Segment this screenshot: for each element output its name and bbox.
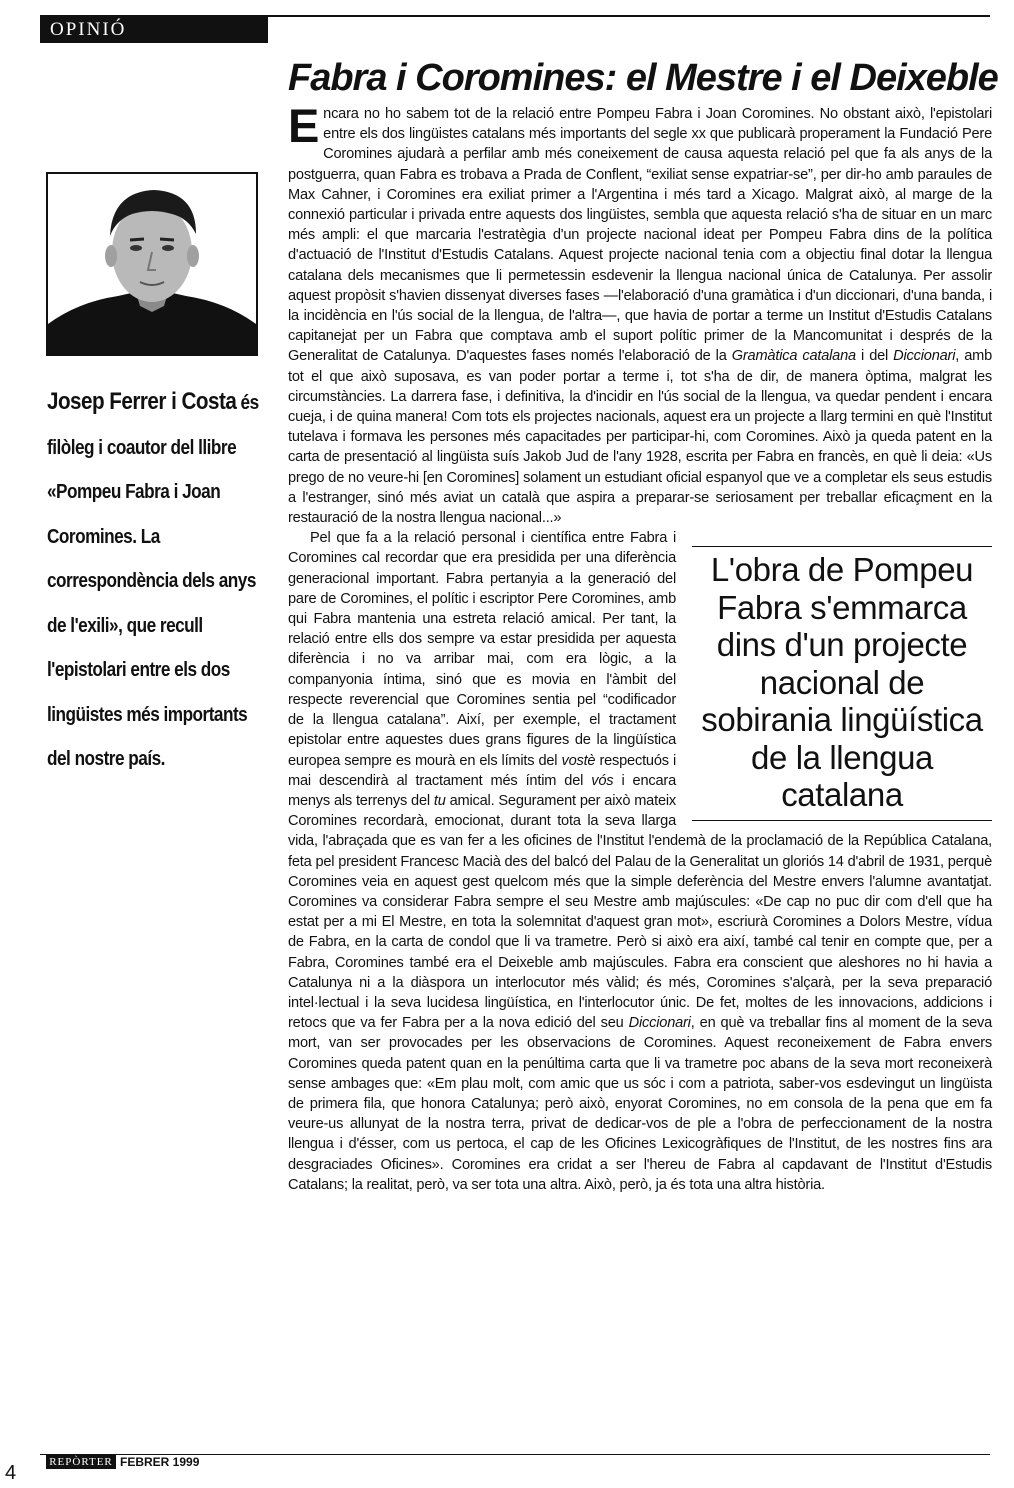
section-label: OPINIÓ bbox=[40, 17, 268, 43]
author-photo bbox=[46, 172, 258, 356]
author-bio bbox=[47, 380, 262, 782]
issue-date: FEBRER 1999 bbox=[120, 1455, 200, 1469]
article-body bbox=[288, 99, 993, 1195]
paragraph-2-text: , en què va treballar fins al moment de la seva mort, van ser provocades per les observacions de Coromines. Aquest reconeixement de Fabra envers Coromines queda patent quan en la penúltima carta que li va trametre poc abans de la seva mort reconeixerà sense ambages que: «Em plau molt, com amic que us sóc i com a patriota, saber-vos esdevingut un lingüista de primera fila, que honora Catalunya; però això, enyorat Coromines, no em consola de la pena que em fa veure-us allunyat de la nostra terra, privat de dedicar-vos de ple a l'obra de perfeccionament de la nostra llengua i d'ésser, com us pertoca, el cap de les Oficines Lexicogràfiques de l'Institut, de les nostres fins ara desgraciades Oficines». Coromines era cridat a ser l'hereu de Fabra al capdavant de l'Institut d'Estudis Catalans; la realitat, però, va ser tota una altra. Això, però, ja és tota una altra història. bbox=[288, 1015, 993, 1193]
paragraph-1-text: , amb tot el que això suposava, es van poder portar a terme i, tot s'ha de dir, de manera òptima, malgrat les circumstàncies. La darrera fase, i definitiva, la d'incidir en l'ús social de la llengua, va quedar pendent i encara cueja, i de quina manera! Com tots els projectes nacionals, aquest era un projecte a llarg termini en què l'Institut tutelava i formava les persones més capacitades per participar-hi, com Coromines. Això ja queda patent en la carta de presentació al lingüista suís Jakob Jud de l'any 1928, escrita per Fabra en francès, en què li deia: «Us prego de no veure-hi [en Coromines] solament un estudiant oficial espanyol que ve a completar els seus estudis a l'estranger, sinó més aviat un català que aspira a preparar-se seriosament per treballar eficaçment en la restauració de la nostra llengua nacional...» bbox=[288, 348, 992, 527]
drop-cap: E bbox=[288, 99, 320, 152]
pull-quote: L'obra de Pompeu Fabra s'emmarca dins d'un projecte nacional de sobirania lingüística de la llengua catalana bbox=[692, 546, 992, 821]
author-description: és filòleg i coautor del llibre «Pompeu Fabra i Joan Coromines. La correspondència dels anys de l'exili», que recull l'epistolari entre els dos lingüistes més importants del nostre país. bbox=[47, 392, 259, 770]
paragraph-1 bbox=[288, 99, 992, 528]
author-portrait bbox=[48, 174, 256, 354]
article-headline: Fabra i Coromines: el Mestre i el Deixeble bbox=[288, 57, 998, 99]
paragraph-2-text: amical. Segurament per això mateix Coromines recordarà, emocionat, durant tota la seva llarga vida, l'abraçada que es van fer a les oficines de l'Institut l'endemà de la proclamació de la República Catalana, feta pel president Francesc Macià des del balcó del Palau de la Generalitat un gloriós 14 d'abril de 1931, perquè Coromines veia en aquest gest quelcom més que la simple deferència del Mestre envers l'alumne avantatjat. Coromines va considerar Fabra sempre el seu Mestre amb majúscules: «De cap no puc dir com d'ell que ha estat per a mi El Mestre, en tota la solemnitat d'aquest gran mot», escriurà Coromines a Dolors Mestre, vídua de Fabra, en la carta de condol que li va trametre. Però si això era així, també cal tenir en compte que, per a Fabra, Coromines també era el Deixeble amb majúscules. Fabra era conscient que aleshores no hi havia a Catalunya ni a la diàspora un interlocutor més vàlid; és més, Coromines s'alçarà, per la seva preparació intel·lectual i la seva lucidesa lingüística, en l'interlocutor únic. De fet, moltes de les innovacions, addicions i retocs que va fer Fabra per a la nova edició del seu bbox=[288, 792, 992, 1032]
book-title: Diccionari bbox=[628, 1015, 691, 1032]
paragraph-1-text: i del bbox=[855, 348, 894, 365]
paragraph-1-text: ncara no ho sabem tot de la relació entre Pompeu Fabra i Joan Coromines. No obstant això, l'epistolari entre els dos lingüistes catalans més importants del segle xx que publicarà properament la Fundació Pere Coromines ajudarà a perfilar amb més coneixement de causa aquesta relació pel que fa als anys de la postguerra, quan Fabra es trobava a Prada de Conflent, “exiliat sense expatriar-se”, per dir-ho amb paraules de Max Cahner, i Coromines era exiliat primer a l'Argentina i més tard a Xicago. Malgrat això, al marge de la connexió particular i privada entre aquests dos lingüistes, sembla que aquesta relació s'ha de situar en un marc més ampli: el que marcaria l'estratègia d'un projecte nacional ideat per Pompeu Fabra dins de la política d'actuació de l'Institut d'Estudis Catalans. Aquest projecte nacional tenia com a objectiu final dotar la llengua catalana dels mecanismes que li permetessin esdevenir la llengua nacional única de Catalunya. Per assolir aquest propòsit s'havien dissenyat diverses fases —l'elaboració d'una gramàtica i d'un diccionari, d'una banda, i la incidència en l'ús social de la llengua, de l'altra—, que havia de portar a terme un Institut d'Estudis Catalans capitanejat per un Fabra que comptava amb el suport polític primer de la Mancomunitat i després de la Generalitat de Catalunya. D'aquestes fases només l'elaboració de la bbox=[288, 106, 992, 365]
paragraph-2-text: Pel que fa a la relació personal i científica entre Fabra i Coromines cal recordar que era presidida per una diferència generacional important. Fabra pertanyia a la generació del pare de Coromines, el polític i escriptor Pere Coromines, amb qui Fabra mantenia una estreta relació amical. Per tant, la relació entre ells dos sempre va estar presidida per aquesta diferència i no va arribar mai, com era lògic, a la companyonia íntima, sinó que es movia en l'àmbit del respecte reverencial que Coromines sentia pel “codificador de la llengua catalana”. Així, per exemple, el tractament epistolar entre aquestes dues grans figures de la lingüística europea sempre es mourà en els límits del bbox=[288, 530, 676, 769]
emphasis: vós bbox=[591, 772, 614, 789]
paragraph-2-text: respectuós i mai descendirà al tractament més íntim del bbox=[288, 752, 677, 789]
emphasis: vostè bbox=[561, 752, 596, 769]
book-title: Diccionari bbox=[893, 348, 956, 365]
emphasis: tu bbox=[433, 792, 446, 809]
book-title: Gramàtica catalana bbox=[731, 348, 856, 365]
author-name: Josep Ferrer i Costa bbox=[47, 388, 237, 415]
page-number: 4 bbox=[5, 1462, 17, 1484]
paragraph-2-text: i encara menys als terrenys del bbox=[288, 772, 676, 809]
magazine-logo: REPÒRTER bbox=[46, 1455, 116, 1469]
